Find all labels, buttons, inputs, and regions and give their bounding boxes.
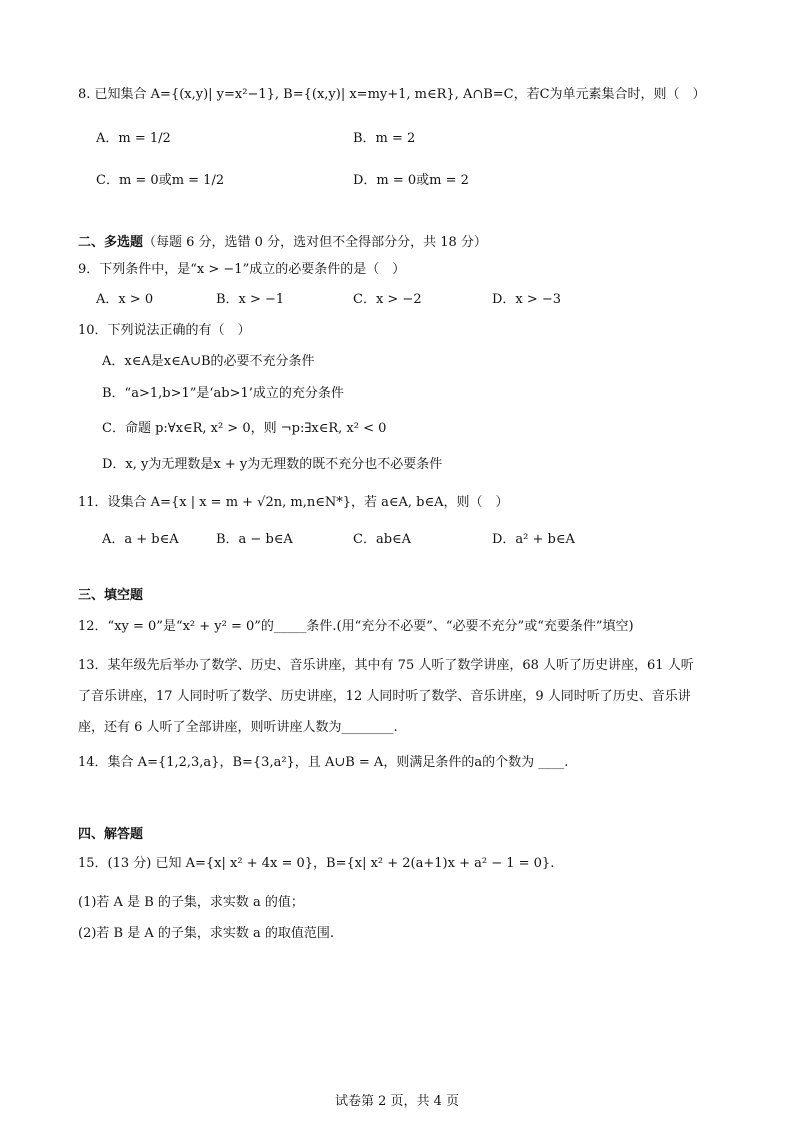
q9-option-a: A．x > 0	[96, 292, 154, 307]
q8-option-c: C．m = 0或m = 1/2	[96, 173, 225, 188]
q15-part-2: (2)若 B 是 A 的子集，求实数 a 的取值范围.	[78, 926, 335, 941]
q13-line-2: 了音乐讲座，17 人同时听了数学、历史讲座，12 人同时听了数学、音乐讲座，9 人同时听了历史、音乐讲	[78, 689, 691, 704]
section-4-title: 四、解答题	[78, 827, 144, 842]
q15-part-1: (1)若 A 是 B 的子集，求实数 a 的值；	[78, 895, 304, 910]
section-2-title: 二、多选题	[78, 235, 144, 250]
q8-option-a: A．m = 1/2	[96, 131, 171, 146]
q9-option-d: D．x > −3	[492, 292, 562, 307]
q9-option-c: C．x > −2	[353, 292, 422, 307]
q10-option-d: D．x, y为无理数是x + y为无理数的既不充分也不必要条件	[102, 457, 443, 472]
q10-option-a: A．x∈A是x∈A∪B的必要不充分条件	[102, 354, 315, 369]
q15-stem: 15．(13 分) 已知 A={x| x² + 4x = 0}，B={x| x² + 2(a+1)x + a² − 1 = 0}.	[78, 856, 555, 871]
q10-option-b: B．“a>1,b>1”是‘ab>1’成立的充分条件	[102, 386, 344, 401]
section-2-note: （每题 6 分，选错 0 分，选对但不全得部分分，共 18 分）	[143, 235, 487, 250]
q11-stem: 11．设集合 A={x | x = m + √2n, m,n∈N*}，若 a∈A, b∈A，则（ ）	[78, 495, 509, 510]
q8-stem: 8. 已知集合 A={(x,y)| y=x²−1}, B={(x,y)| x=my+1, m∈R}, A∩B=C，若C为单元素集合时，则（ ）	[78, 87, 706, 102]
q13-line-3: 座，还有 6 人听了全部讲座，则听讲座人数为________.	[78, 720, 398, 735]
section-2-heading	[78, 234, 487, 252]
q9-option-b: B．x > −1	[216, 292, 285, 307]
q8-option-b: B．m = 2	[353, 131, 416, 146]
q11-option-c: C．ab∈A	[353, 532, 412, 547]
q14-stem: 14．集合 A={1,2,3,a}，B={3,a²}，且 A∪B = A，则满足条件的a的个数为 ____.	[78, 755, 569, 770]
q10-stem: 10．下列说法正确的有（ ）	[78, 323, 251, 338]
q10-option-c: C．命题 p:∀x∈R, x² > 0，则 ¬p:∃x∈R, x² < 0	[102, 421, 387, 436]
q13-line-1: 13．某年级先后举办了数学、历史、音乐讲座，其中有 75 人听了数学讲座，68 人听了历史讲座，61 人听	[78, 658, 694, 673]
q11-option-d: D．a² + b∈A	[492, 532, 575, 547]
page-footer: 试卷第 2 页，共 4 页	[334, 1094, 460, 1109]
q12-stem: 12．“xy = 0”是“x² + y² = 0”的_____条件.(用“充分不必要”、“必要不充分”或“充要条件”填空)	[78, 619, 634, 634]
q11-option-b: B．a − b∈A	[216, 532, 293, 547]
q11-option-a: A．a + b∈A	[102, 532, 179, 547]
section-3-title: 三、填空题	[78, 588, 144, 603]
q9-stem: 9．下列条件中，是“x > −1”成立的必要条件的是（ ）	[78, 262, 406, 277]
q8-option-d: D．m = 0或m = 2	[353, 173, 469, 188]
